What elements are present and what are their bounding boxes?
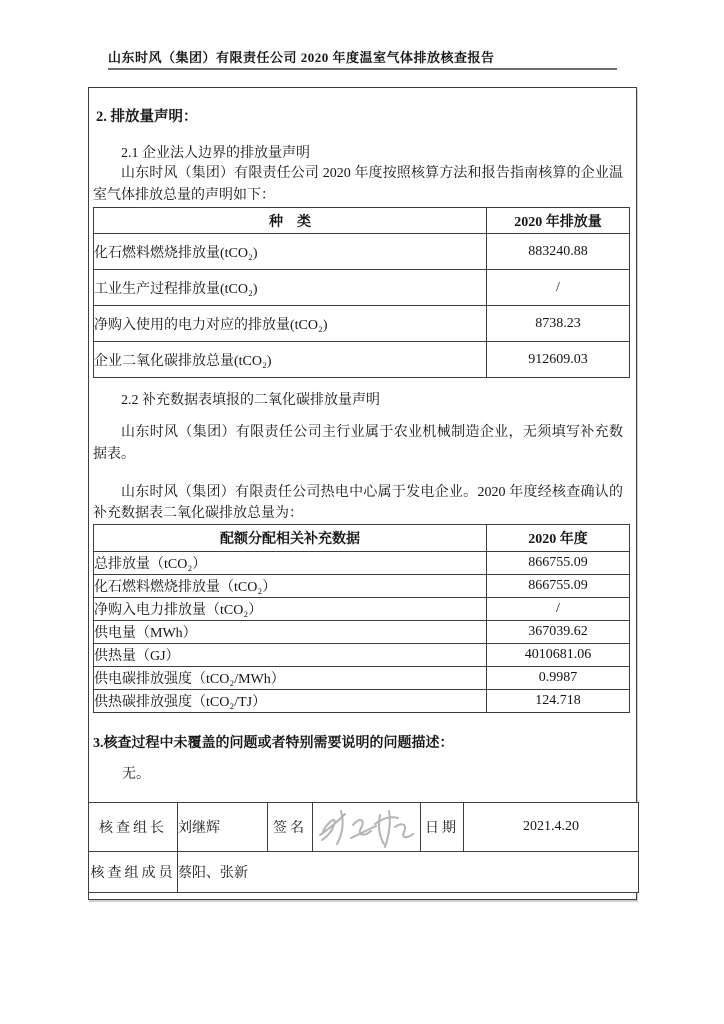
row-value: 912609.03 <box>487 342 630 378</box>
leader-signature-cell <box>313 803 421 852</box>
table-row <box>94 552 630 575</box>
column-header-allocation-data: 配额分配相关补充数据 <box>94 525 487 552</box>
section2-sub1-title: 2.1 企业法人边界的排放量声明 <box>121 146 310 161</box>
row-label: 净购入使用的电力对应的排放量(tCO₂) <box>94 306 487 342</box>
section2-sub2-paragraph1: 山东时风（集团）有限责任公司主行业属于农业机械制造企业，无须填写补充数据表。 <box>93 425 623 462</box>
leader-label: 核查组长 <box>89 803 178 852</box>
row-value: 124.718 <box>487 690 630 713</box>
row-label: 供电量（MWh） <box>94 621 487 644</box>
report-content-box <box>88 87 637 900</box>
row-value: 0.9987 <box>487 667 630 690</box>
team-members-row <box>89 852 639 893</box>
row-label: 净购入电力排放量（tCO₂） <box>94 598 487 621</box>
section2-sub2-title: 2.2 补充数据表填报的二氧化碳排放量声明 <box>121 393 380 408</box>
row-value: 8738.23 <box>487 306 630 342</box>
signature-label: 签名 <box>268 803 313 852</box>
column-header-2020: 2020 年度 <box>487 525 630 552</box>
team-leader-row <box>89 803 639 852</box>
table-row <box>94 667 630 690</box>
row-value: 367039.62 <box>487 621 630 644</box>
row-label: 总排放量（tCO₂） <box>94 552 487 575</box>
table-row <box>94 270 630 306</box>
row-label: 化石燃料燃烧排放量(tCO₂) <box>94 234 487 270</box>
row-label: 供热碳排放强度（tCO₂/TJ） <box>94 690 487 713</box>
date-label: 日期 <box>421 803 464 852</box>
row-value: / <box>487 270 630 306</box>
section2-intro-paragraph: 山东时风（集团）有限责任公司 2020 年度按照核算方法和报告指南核算的企业温室气体排放总量的声明如下： <box>93 166 623 203</box>
row-value: 866755.09 <box>487 552 630 575</box>
table-row <box>94 690 630 713</box>
row-value: 4010681.06 <box>487 644 630 667</box>
page-header-title: 山东时风（集团）有限责任公司 2020 年度温室气体排放核查报告 <box>108 50 495 65</box>
row-label: 化石燃料燃烧排放量（tCO₂） <box>94 575 487 598</box>
row-label: 企业二氧化碳排放总量(tCO₂) <box>94 342 487 378</box>
table-row <box>94 306 630 342</box>
table-row <box>94 234 630 270</box>
members-label: 核查组成员 <box>89 852 178 893</box>
table-row <box>94 342 630 378</box>
header-underline <box>108 68 617 70</box>
table-row <box>94 598 630 621</box>
section2-heading: 2. 排放量声明： <box>96 109 198 125</box>
section3-content: 无。 <box>122 767 150 782</box>
column-header-category: 种 类 <box>94 208 487 234</box>
verification-signoff-table <box>88 802 639 893</box>
row-value: 883240.88 <box>487 234 630 270</box>
row-value: 866755.09 <box>487 575 630 598</box>
legal-boundary-emissions-table <box>93 207 630 378</box>
table-row <box>94 575 630 598</box>
table-header-row <box>94 208 630 234</box>
table-row <box>94 621 630 644</box>
handwritten-signature-image <box>317 805 417 849</box>
leader-name: 刘继辉 <box>178 803 268 852</box>
column-header-2020-emissions: 2020 年排放量 <box>487 208 630 234</box>
table-header-row <box>94 525 630 552</box>
section2-sub2-paragraph2: 山东时风（集团）有限责任公司热电中心属于发电企业。2020 年度经核查确认的补充数据表二氧化碳排放总量为： <box>93 485 623 521</box>
date-value: 2021.4.20 <box>464 803 639 852</box>
row-value: / <box>487 598 630 621</box>
supplementary-data-table <box>93 524 630 713</box>
table-row <box>94 644 630 667</box>
members-names: 蔡阳、张新 <box>178 852 639 893</box>
section3-heading: 3.核查过程中未覆盖的问题或者特别需要说明的问题描述： <box>93 736 454 751</box>
row-label: 工业生产过程排放量(tCO₂) <box>94 270 487 306</box>
row-label: 供热量（GJ） <box>94 644 487 667</box>
row-label: 供电碳排放强度（tCO₂/MWh） <box>94 667 487 690</box>
